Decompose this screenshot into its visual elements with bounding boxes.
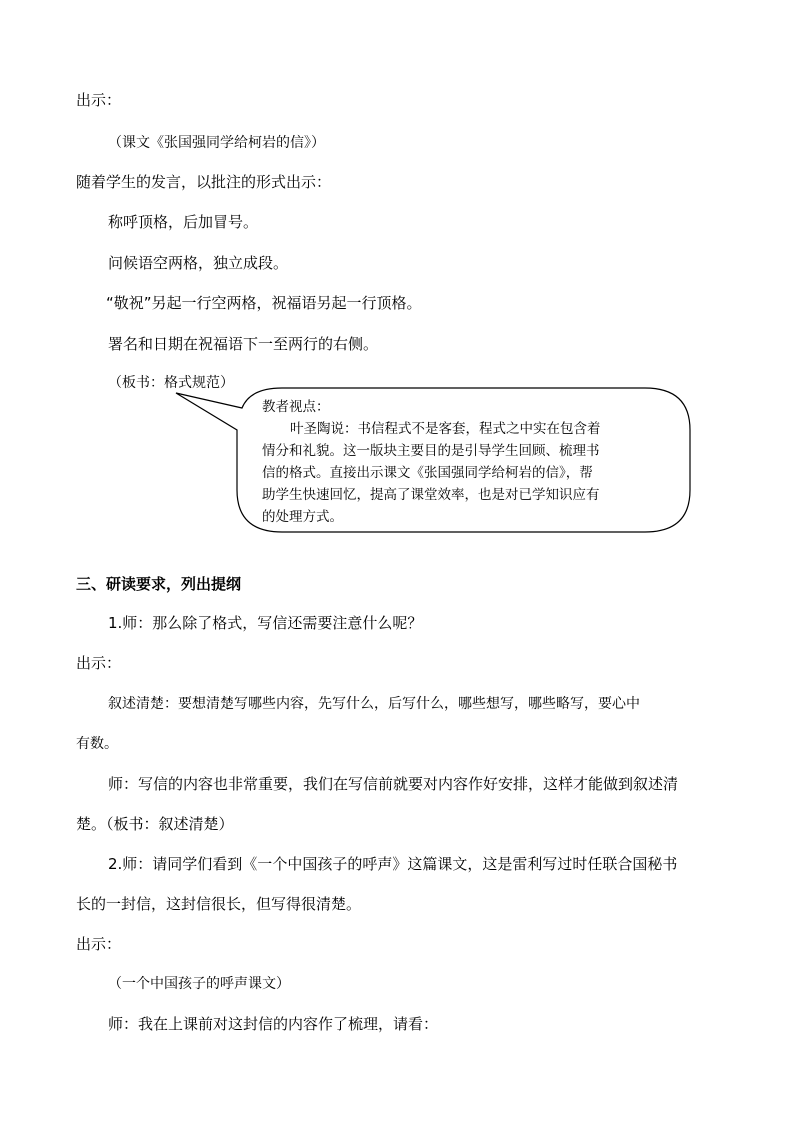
annotation-item: 署名和日期在祝福语下一至两行的右侧。 [108, 335, 379, 353]
paragraph: 1.师：那么除了格式，写信还需要注意什么呢？ [108, 614, 423, 632]
callout-line: 助学生快速回忆，提高了课堂效率，也是对已学知识应有 [262, 487, 600, 503]
paragraph: 有数。 [76, 736, 118, 752]
annotation-item: 问候语空两格，独立成段。 [108, 254, 289, 272]
text-reference: （课文《张国强同学给柯岩的信》） [108, 135, 325, 151]
callout-line: 的处理方式。 [262, 509, 343, 525]
paragraph: 长的一封信，这封信很长，但写得很清楚。 [76, 895, 362, 913]
show-label: 出示： [76, 654, 122, 672]
paragraph: 2.师：请同学们看到《一个中国孩子的呼声》这篇课文，这是雷利写过时任联合国秘书 [108, 855, 678, 873]
paragraph: 师：我在上课前对这封信的内容作了梳理，请看： [108, 1015, 439, 1033]
blackboard-note: （板书：格式规范） [108, 375, 234, 391]
callout-line: 情分和礼貌。这一版块主要目的是引导学生回顾、梳理书 [262, 443, 600, 459]
callout-line: 信的格式。直接出示课文《张国强同学给柯岩的信》，帮 [262, 465, 593, 481]
annotation-item: 称呼顶格，后加冒号。 [108, 213, 259, 231]
show-label: 出示： [76, 935, 122, 953]
paragraph: 随着学生的发言，以批注的形式出示： [76, 173, 332, 191]
annotation-item: “敬祝”另起一行空两格，祝福语另起一行顶格。 [106, 294, 422, 312]
show-label: 出示： [76, 91, 122, 109]
text-reference: （一个中国孩子的呼声课文） [108, 976, 290, 992]
callout-title: 教者视点： [262, 399, 330, 415]
callout-line: 叶圣陶说：书信程式不是客套，程式之中实在包含着 [290, 421, 601, 437]
section-heading: 三、研读要求，列出提纲 [76, 575, 242, 593]
paragraph: 师：写信的内容也非常重要，我们在写信前就要对内容作好安排，这样才能做到叙述清 [108, 775, 679, 793]
paragraph: 楚。（板书：叙述清楚） [76, 815, 234, 833]
paragraph: 叙述清楚：要想清楚写哪些内容，先写什么，后写什么，哪些想写，哪些略写，要心中 [108, 696, 640, 712]
